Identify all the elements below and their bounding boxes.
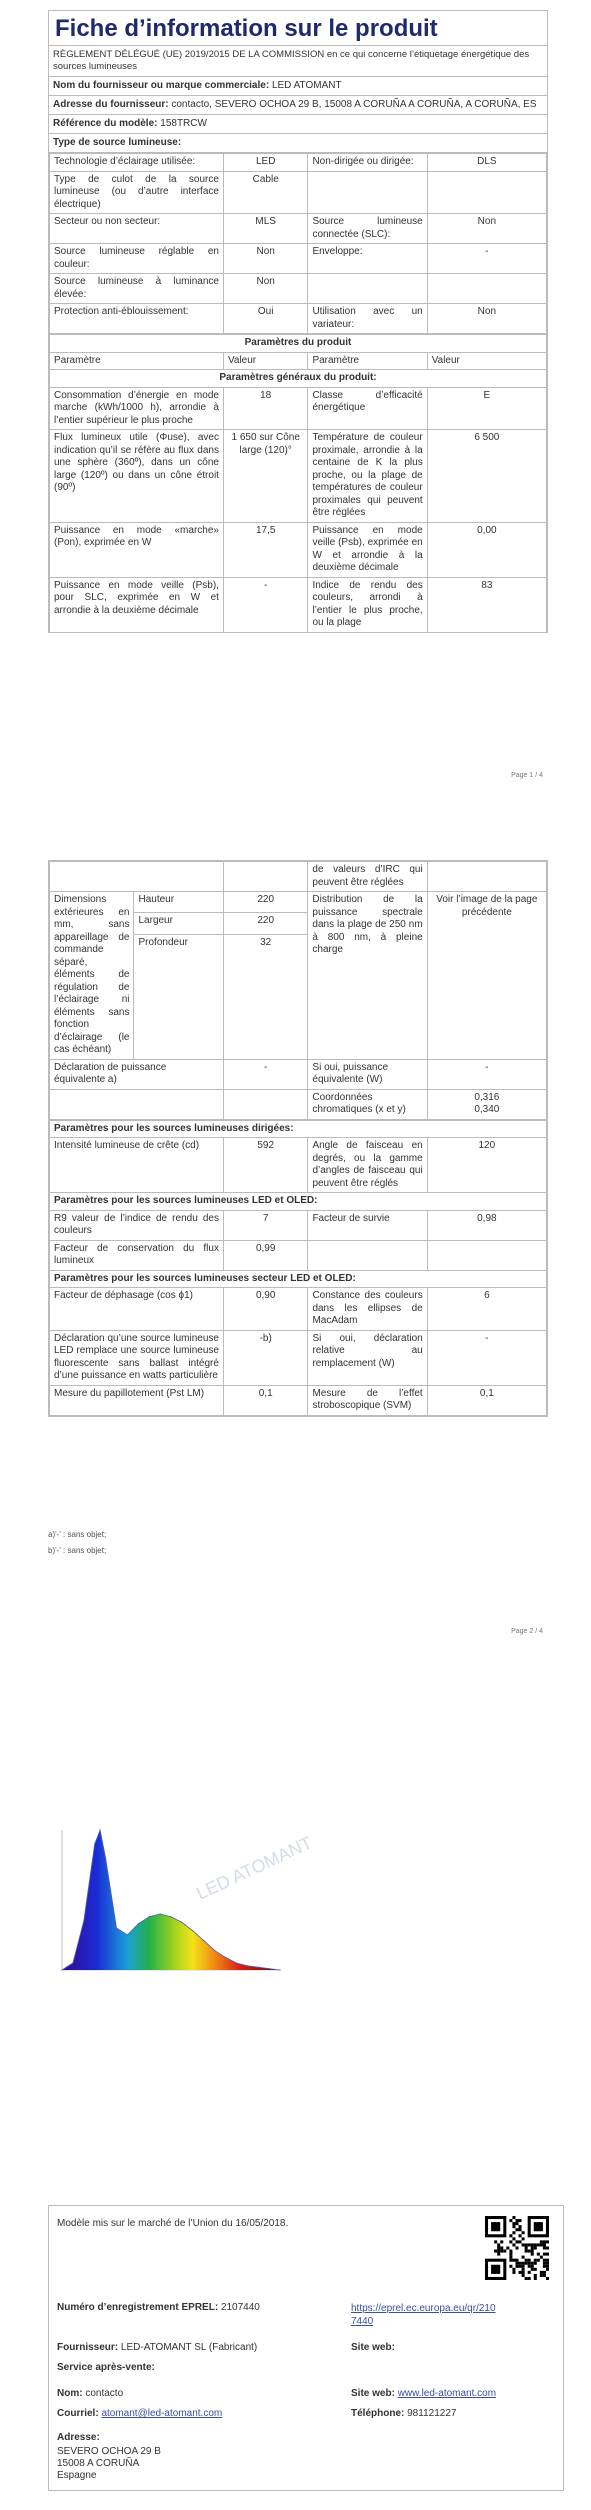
- section-tables: [49, 1120, 547, 1416]
- data-point: [160, 1913, 161, 1914]
- page-number: Page 1 / 4: [511, 772, 543, 779]
- table-row: [50, 171, 547, 214]
- table-row: [50, 214, 547, 244]
- param-value: Cable: [223, 171, 307, 214]
- table-row: [50, 304, 547, 334]
- param-value: Non: [223, 244, 307, 274]
- data-point: [269, 1968, 270, 1969]
- data-point: [61, 1969, 62, 1970]
- table-row: [50, 1138, 547, 1193]
- footnote: a)'-' : sans objet;: [48, 1530, 107, 1539]
- col-header: Valeur: [223, 352, 307, 370]
- param-value: Non: [427, 304, 546, 334]
- param-value: 120: [427, 1138, 546, 1193]
- spectral-power-chart: [50, 1820, 316, 1990]
- param-value: 0,00: [427, 522, 546, 577]
- data-point: [279, 1969, 280, 1970]
- param-value: 17,5: [223, 522, 307, 577]
- address-block: [57, 2446, 161, 2482]
- cri-continued: de valeurs d’IRC qui peuvent être réglées: [308, 862, 427, 892]
- param-label: Déclaration qu’une source lumineuse LED remplace une source lumineuse fluorescente sans ballast intégré d’une puissance en watts particulière: [50, 1330, 224, 1385]
- regulation-text: RÈGLEMENT DÉLÉGUÉ (UE) 2019/2015 DE LA COMMISSION en ce qui concerne l’étiquetage énergétique des sources lumineuses: [49, 46, 547, 77]
- type-header: Type de source lumineuse:: [49, 134, 547, 153]
- data-point: [149, 1916, 150, 1917]
- table-row: [50, 387, 547, 430]
- param-label: Type de culot de la source lumineuse (ou d’autre interface électrique): [50, 171, 224, 214]
- equiv-label: Déclaration de puissance équivalente a): [50, 1059, 224, 1089]
- data-point: [170, 1916, 171, 1917]
- param-label: Angle de faisceau en degrés, ou la gamme d’angles de faisceau qui peuvent être réglés: [308, 1138, 427, 1193]
- param-label: Puissance en mode veille (Psb), pour SLC, exprimée en W et arrondie à la deuxième décimale: [50, 577, 224, 632]
- equiv-power-value: -: [427, 1059, 546, 1089]
- equiv-power-label: Si oui, puissance équivalente (W): [308, 1059, 427, 1089]
- supplier-name-label: Nom du fournisseur ou marque commerciale:: [53, 80, 270, 91]
- equiv-value: -: [223, 1059, 307, 1089]
- param-label: Classe d’efficacité énergétique: [308, 387, 427, 430]
- supplier-value: LED-ATOMANT SL (Fabricant): [120, 2342, 258, 2353]
- param-label: Source lumineuse réglable en couleur:: [50, 244, 224, 274]
- supplier-address-row: [49, 96, 547, 115]
- param-label: Constance des couleurs dans les ellipses de MacAdam: [308, 1288, 427, 1331]
- param-value: 0,1: [223, 1385, 307, 1415]
- directional-header: Paramètres pour les sources lumineuses dirigées:: [50, 1120, 547, 1138]
- param-value: [427, 1240, 546, 1270]
- param-value: 7: [223, 1210, 307, 1240]
- market-text: Modèle mis sur le marché de l’Union du 16/05/2018.: [57, 2218, 289, 2229]
- param-value: [427, 274, 546, 304]
- service-label: Service après-vente:: [57, 2362, 155, 2373]
- address-line: Espagne: [57, 2470, 97, 2481]
- mains-header: Paramètres pour les sources lumineuses secteur LED et OLED:: [50, 1270, 547, 1288]
- data-point: [116, 1927, 117, 1928]
- param-value: 18: [223, 387, 307, 430]
- dim-name: Hauteur: [134, 892, 223, 913]
- website2-label: Site web:: [351, 2388, 395, 2399]
- param-label: Enveloppe:: [308, 244, 427, 274]
- param-label: [308, 274, 427, 304]
- param-value: DLS: [427, 154, 546, 172]
- table-row: [50, 430, 547, 523]
- website-label: Site web:: [351, 2342, 395, 2353]
- page-4: [48, 2205, 564, 2491]
- qr-code-icon: [485, 2216, 549, 2280]
- supplier-name: LED ATOMANT: [271, 80, 342, 91]
- col-header: Paramètre: [50, 352, 224, 370]
- data-point: [72, 1962, 73, 1963]
- page-2: [48, 860, 548, 1417]
- dims-label: Dimensions extérieures en mm, sans appareillage de commande séparé, éléments de régulation de l’éclairage ni éléments sans fonction d’éclairage (le cas échéant): [50, 892, 134, 1060]
- table-row: [50, 1330, 547, 1385]
- param-label: Facteur de déphasage (cos ϕ1): [50, 1288, 224, 1331]
- table-row: [50, 274, 547, 304]
- data-point: [181, 1922, 182, 1923]
- dim-value: 220: [223, 892, 307, 913]
- param-label: Technologie d’éclairage utilisée:: [50, 154, 224, 172]
- name-value: contacto: [85, 2388, 124, 2399]
- data-point: [127, 1934, 128, 1935]
- page-number: Page 2 / 4: [511, 1628, 543, 1635]
- param-value: 592: [223, 1138, 307, 1193]
- param-label: Secteur ou non secteur:: [50, 214, 224, 244]
- param-value: Non: [223, 274, 307, 304]
- email-label: Courriel:: [57, 2408, 99, 2419]
- email-link[interactable]: atomant@led-atomant.com: [101, 2408, 223, 2419]
- eprel-link[interactable]: https://eprel.ec.europa.eu/qr/2107440: [351, 2303, 496, 2327]
- param-label: Protection anti-éblouissement:: [50, 304, 224, 334]
- table-row: [50, 522, 547, 577]
- param-label: Température de couleur proximale, arrondie à la centaine de K la plus proche, ou la plage de températures de couleur proximales qui peuvent être réglées: [308, 430, 427, 523]
- param-value: 0,90: [223, 1288, 307, 1331]
- eprel-number: 2107440: [220, 2302, 260, 2313]
- dim-value: 220: [223, 913, 307, 934]
- table-row: [50, 1240, 547, 1270]
- type-table: [49, 153, 547, 334]
- model-label: Référence du modèle:: [53, 118, 158, 129]
- table-row: [50, 1288, 547, 1331]
- general-header: Paramètres généraux du produit:: [50, 370, 547, 388]
- param-value: 83: [427, 577, 546, 632]
- model-value: 158TRCW: [160, 118, 207, 129]
- dim-value: 32: [223, 934, 307, 1059]
- param-value: -: [427, 244, 546, 274]
- param-label: Intensité lumineuse de crête (cd): [50, 1138, 224, 1193]
- param-label: Puissance en mode veille (Psb), exprimée en W et arrondie à la deuxième décimale: [308, 522, 427, 577]
- param-value: 1 650 sur Cône large (120)°: [223, 430, 307, 523]
- table-row: [50, 1385, 547, 1415]
- eprel-label: Numéro d’enregistrement EPREL:: [57, 2302, 219, 2313]
- address-label: Adresse:: [57, 2432, 100, 2443]
- data-point: [192, 1930, 193, 1931]
- param-label: Non-dirigée ou dirigée:: [308, 154, 427, 172]
- param-label: Puissance en mode «marche» (Pon), exprimée en W: [50, 522, 224, 577]
- data-point: [94, 1843, 95, 1844]
- param-value: 0,99: [223, 1240, 307, 1270]
- spectrum-area: [62, 1830, 280, 1970]
- address-line: SEVERO OCHOA 29 B: [57, 2446, 161, 2457]
- params-header: Paramètres du produit: [50, 335, 547, 353]
- dim-name: Largeur: [134, 913, 223, 934]
- param-value: 6: [427, 1288, 546, 1331]
- spectral-label: Distribution de la puissance spectrale dans la plage de 250 nm à 800 nm, à pleine charge: [308, 892, 427, 1060]
- param-label: Mesure du papillotement (Pst LM): [50, 1385, 224, 1415]
- table-row: [50, 1210, 547, 1240]
- section-row: [50, 1270, 547, 1288]
- param-label: Source lumineuse connectée (SLC):: [308, 214, 427, 244]
- chroma-label: Coordonnées chromatiques (x et y): [308, 1089, 427, 1119]
- param-label: Si oui, déclaration relative au remplacement (W): [308, 1330, 427, 1385]
- page-title: Fiche d’information sur le produit: [49, 11, 547, 46]
- led-header: Paramètres pour les sources lumineuses LED et OLED:: [50, 1193, 547, 1211]
- page-1: [48, 10, 548, 633]
- address-line: 15008 A CORUÑA: [57, 2458, 140, 2469]
- spectral-value: Voir l’image de la page précédente: [427, 892, 546, 1060]
- param-label: Mesure de l’effet stroboscopique (SVM): [308, 1385, 427, 1415]
- param-value: Oui: [223, 304, 307, 334]
- param-label: Utilisation avec un variateur:: [308, 304, 427, 334]
- param-value: [427, 171, 546, 214]
- data-point: [203, 1940, 204, 1941]
- supplier-label: Fournisseur:: [57, 2342, 119, 2353]
- param-value: -: [223, 577, 307, 632]
- data-point: [105, 1857, 106, 1858]
- col-header: Valeur: [427, 352, 546, 370]
- param-label: [308, 1240, 427, 1270]
- website-link[interactable]: www.led-atomant.com: [397, 2388, 497, 2399]
- param-label: R9 valeur de l’indice de rendu des couleurs: [50, 1210, 224, 1240]
- param-label: [308, 171, 427, 214]
- data-point: [225, 1957, 226, 1958]
- data-point: [214, 1950, 215, 1951]
- data-point: [247, 1965, 248, 1966]
- phone-value: 981121227: [407, 2408, 457, 2419]
- param-label: Facteur de survie: [308, 1210, 427, 1240]
- data-point: [258, 1967, 259, 1968]
- param-label: Consommation d’énergie en mode marche (kWh/1000 h), arrondie à l’entier supérieur le plus proche: [50, 387, 224, 430]
- data-point: [83, 1920, 84, 1921]
- table-row: [50, 154, 547, 172]
- data-point: [100, 1829, 101, 1830]
- data-point: [138, 1923, 139, 1924]
- param-value: 0,98: [427, 1210, 546, 1240]
- phone-label: Téléphone:: [351, 2408, 405, 2419]
- param-label: Facteur de conservation du flux lumineux: [50, 1240, 224, 1270]
- supplier-name-row: [49, 77, 547, 96]
- dim-name: Profondeur: [134, 934, 223, 1059]
- param-value: E: [427, 387, 546, 430]
- param-value: 6 500: [427, 430, 546, 523]
- param-value: 0,1: [427, 1385, 546, 1415]
- col-header: Paramètre: [308, 352, 427, 370]
- watermark-logo: LED ATOMANT: [193, 1832, 316, 1904]
- section-row: [50, 1193, 547, 1211]
- param-value: Non: [427, 214, 546, 244]
- supplier-address: contacto, SEVERO OCHOA 29 B, 15008 A CORUÑA A CORUÑA, A CORUÑA, ES: [171, 99, 537, 110]
- param-value: MLS: [223, 214, 307, 244]
- param-value: -b): [223, 1330, 307, 1385]
- params-table: [49, 334, 547, 633]
- param-value: -: [427, 1330, 546, 1385]
- supplier-address-label: Adresse du fournisseur:: [53, 99, 169, 110]
- section-row: [50, 1120, 547, 1138]
- chroma-value: 0,316 0,340: [427, 1089, 546, 1119]
- param-label: Flux lumineux utile (Φuse), avec indication qu’il se réfère au flux dans une sphère (360º), dans un cône large (120º) ou dans un cône étroit (90º): [50, 430, 224, 523]
- param-value: LED: [223, 154, 307, 172]
- model-row: [49, 115, 547, 134]
- footnote: b)'-' : sans objet;: [48, 1546, 107, 1555]
- params-table-continued: [49, 861, 547, 1120]
- param-label: Source lumineuse à luminance élevée:: [50, 274, 224, 304]
- data-point: [236, 1962, 237, 1963]
- name-label: Nom:: [57, 2388, 83, 2399]
- table-row: [50, 577, 547, 632]
- table-row: [50, 244, 547, 274]
- param-label: Indice de rendu des couleurs, arrondi à l’entier le plus proche, ou la plage: [308, 577, 427, 632]
